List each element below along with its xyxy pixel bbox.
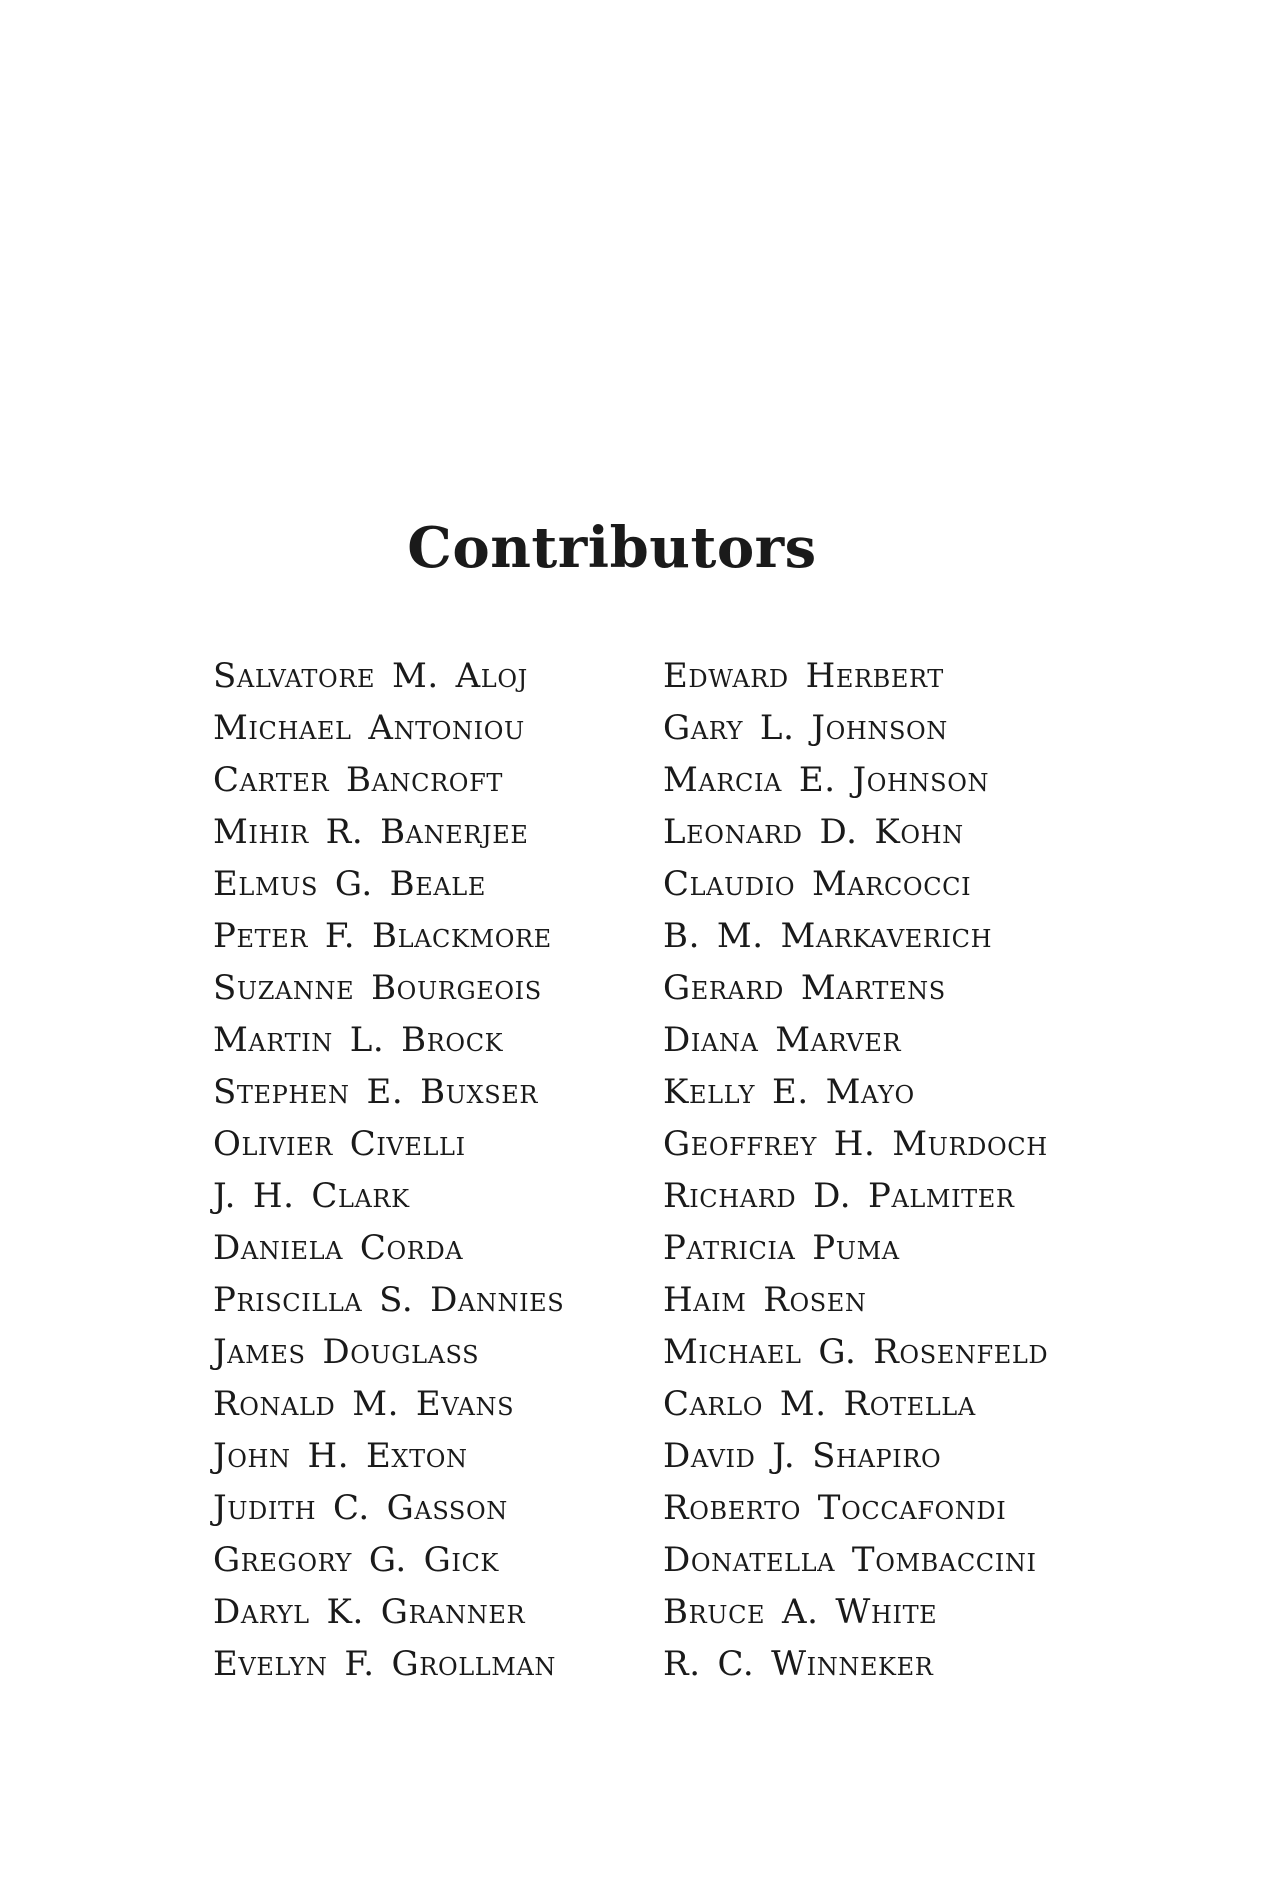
contributor-name: Leonard D. Kohn bbox=[663, 812, 964, 852]
contributor-name: James Douglass bbox=[213, 1332, 480, 1372]
contributor-name: J. H. Clark bbox=[213, 1176, 410, 1216]
contributor-name: Stephen E. Buxser bbox=[213, 1072, 539, 1112]
contributor-name: Haim Rosen bbox=[663, 1280, 867, 1320]
contributor-name: Michael G. Rosenfeld bbox=[663, 1332, 1049, 1372]
contributor-name: Martin L. Brock bbox=[213, 1020, 504, 1060]
contributor-name: Roberto Toccafondi bbox=[663, 1488, 1007, 1528]
contributor-name: Salvatore M. Aloj bbox=[213, 656, 528, 696]
contributor-name: Peter F. Blackmore bbox=[213, 916, 552, 956]
contributor-name: Patricia Puma bbox=[663, 1228, 900, 1268]
contributor-name: Edward Herbert bbox=[663, 656, 944, 696]
contributor-name: Ronald M. Evans bbox=[213, 1384, 515, 1424]
contributor-name: Elmus G. Beale bbox=[213, 864, 486, 904]
contributor-name: R. C. Winneker bbox=[663, 1644, 934, 1684]
contributor-name: Marcia E. Johnson bbox=[663, 760, 990, 800]
contributor-name: Richard D. Palmiter bbox=[663, 1176, 1015, 1216]
contributor-name: Daryl K. Granner bbox=[213, 1592, 526, 1632]
contributor-name: Geoffrey H. Murdoch bbox=[663, 1124, 1048, 1164]
contributor-name: Bruce A. White bbox=[663, 1592, 938, 1632]
contributor-name: Carter Bancroft bbox=[213, 760, 503, 800]
contributor-name: Gerard Martens bbox=[663, 968, 946, 1008]
contributor-name: Gregory G. Gick bbox=[213, 1540, 499, 1580]
contributor-name: Carlo M. Rotella bbox=[663, 1384, 976, 1424]
contributor-name: Diana Marver bbox=[663, 1020, 902, 1060]
contributor-name: Judith C. Gasson bbox=[213, 1488, 508, 1528]
contributor-name: Donatella Tombaccini bbox=[663, 1540, 1037, 1580]
contributor-name: David J. Shapiro bbox=[663, 1436, 942, 1476]
contributor-name: B. M. Markaverich bbox=[663, 916, 993, 956]
contributors-column-right bbox=[663, 650, 1048, 1690]
contributor-name: Michael Antoniou bbox=[213, 708, 525, 748]
contributor-name: Mihir R. Banerjee bbox=[213, 812, 529, 852]
contributor-name: Claudio Marcocci bbox=[663, 864, 972, 904]
contributor-name: Priscilla S. Dannies bbox=[213, 1280, 565, 1320]
contributor-name: Evelyn F. Grollman bbox=[213, 1644, 557, 1684]
contributors-column-left bbox=[213, 650, 564, 1690]
contributor-name: Suzanne Bourgeois bbox=[213, 968, 542, 1008]
page-title: Contributors bbox=[407, 514, 817, 581]
contributor-name: Kelly E. Mayo bbox=[663, 1072, 915, 1112]
contributor-name: John H. Exton bbox=[213, 1436, 468, 1476]
contributor-name: Olivier Civelli bbox=[213, 1124, 466, 1164]
contributor-name: Gary L. Johnson bbox=[663, 708, 948, 748]
contributor-name: Daniela Corda bbox=[213, 1228, 464, 1268]
